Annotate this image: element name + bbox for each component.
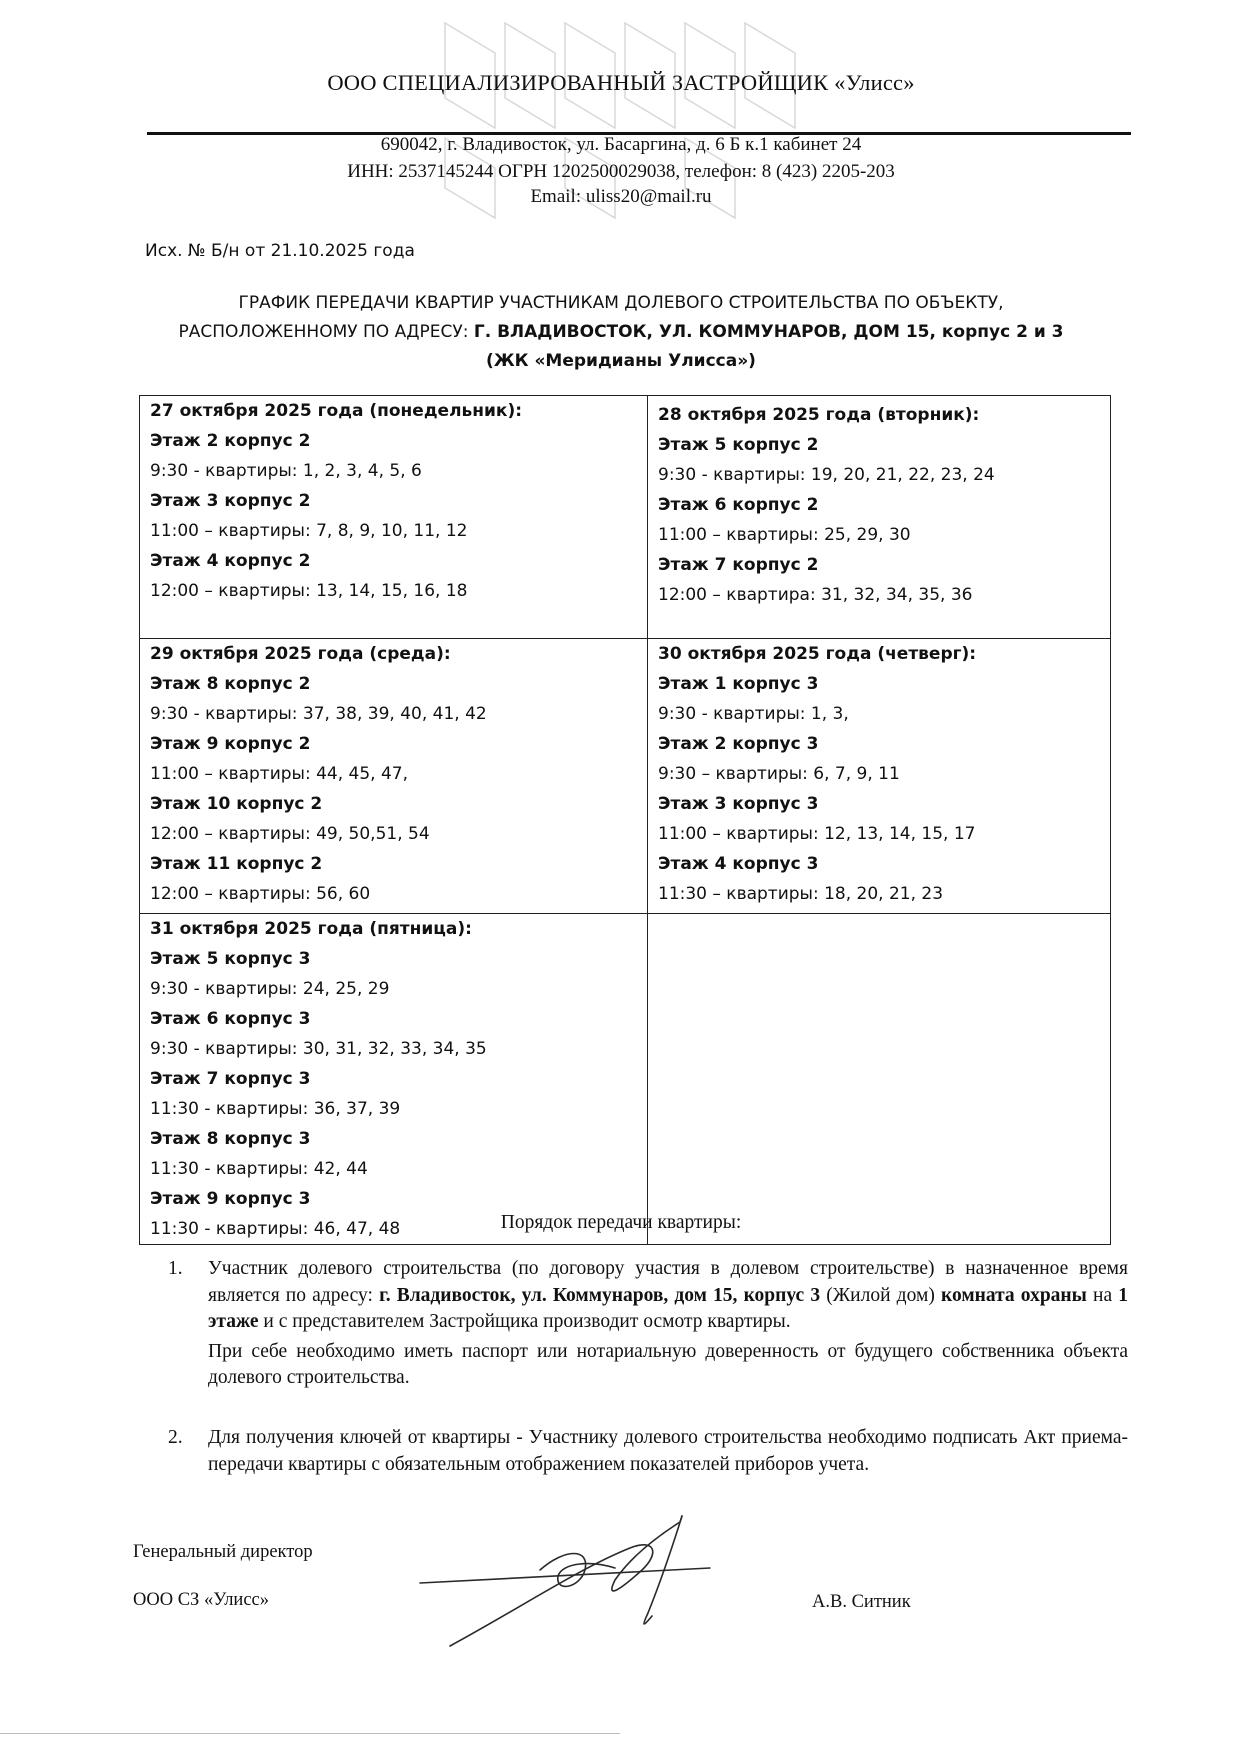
floor-label: Этаж 8 корпус 2 <box>150 674 311 694</box>
bold-address: г. Владивосток, ул. Коммунаров, дом 15, корпус 3 <box>379 1284 821 1306</box>
apartments-line: 12:00 – квартира: 31, 32, 34, 35, 36 <box>658 585 973 605</box>
document-title-line-3: (ЖК «Меридианы Улисса») <box>486 351 756 371</box>
schedule-cell-day4 <box>648 639 1111 914</box>
apartments-line: 9:30 - квартиры: 24, 25, 29 <box>150 979 390 999</box>
apartments-line: 12:00 – квартиры: 13, 14, 15, 16, 18 <box>150 581 468 601</box>
floor-label: Этаж 9 корпус 3 <box>150 1189 311 1209</box>
day-heading: 28 октября 2025 года (вторник): <box>658 405 980 425</box>
floor-label: Этаж 3 корпус 3 <box>658 794 819 814</box>
document-title-line-1: ГРАФИК ПЕРЕДАЧИ КВАРТИР УЧАСТНИКАМ ДОЛЕВОГО СТРОИТЕЛЬСТВА ПО ОБЪЕКТУ, <box>238 293 1004 313</box>
apartments-line: 9:30 - квартиры: 30, 31, 32, 33, 34, 35 <box>150 1039 487 1059</box>
text-fragment: на <box>1086 1284 1119 1306</box>
apartments-line: 11:30 - квартиры: 36, 37, 39 <box>150 1099 401 1119</box>
handwritten-signature <box>380 1508 800 1658</box>
apartments-line: 11:00 – квартиры: 12, 13, 14, 15, 17 <box>658 824 976 844</box>
floor-label: Этаж 11 корпус 2 <box>150 854 323 874</box>
signer-name: А.В. Ситник <box>812 1592 911 1612</box>
schedule-cell-empty <box>648 914 1111 1245</box>
apartments-line: 11:00 – квартиры: 7, 8, 9, 10, 11, 12 <box>150 521 468 541</box>
company-registration: ИНН: 2537145244 ОГРН 1202500029038, телефон: 8 (423) 2205-203 <box>347 161 895 182</box>
floor-label: Этаж 8 корпус 3 <box>150 1129 311 1149</box>
item-note: При себе необходимо иметь паспорт или нотариальную доверенность от будущего собственника объекта долевого строительства. <box>208 1340 1128 1388</box>
apartments-line: 11:30 - квартиры: 46, 47, 48 <box>150 1219 401 1239</box>
outgoing-reference: Исх. № Б/н от 21.10.2025 года <box>145 241 415 261</box>
document-title-line-2 <box>0 322 1242 342</box>
company-name: ООО СПЕЦИАЛИЗИРОВАННЫЙ ЗАСТРОЙЩИК «Улисс» <box>327 70 915 95</box>
apartments-line: 11:00 – квартиры: 44, 45, 47, <box>150 764 409 784</box>
day-heading: 31 октября 2025 года (пятница): <box>150 919 472 939</box>
floor-label: Этаж 1 корпус 3 <box>658 674 819 694</box>
procedure-item-1 <box>168 1256 1128 1392</box>
company-email: Email: uliss20@mail.ru <box>530 186 712 207</box>
apartments-line: 9:30 – квартиры: 6, 7, 9, 11 <box>658 764 900 784</box>
apartments-line: 11:30 - квартиры: 42, 44 <box>150 1159 368 1179</box>
floor-label: Этаж 6 корпус 2 <box>658 495 819 515</box>
signer-organization: ООО СЗ «Улисс» <box>133 1590 270 1610</box>
floor-label: Этаж 5 корпус 3 <box>150 949 311 969</box>
procedure-item-2 <box>168 1425 1128 1478</box>
apartments-line: 9:30 - квартиры: 1, 2, 3, 4, 5, 6 <box>150 461 422 481</box>
text-fragment: (Жилой дом) <box>820 1284 941 1306</box>
signer-role: Генеральный директор <box>133 1542 313 1562</box>
apartments-line: 12:00 – квартиры: 49, 50,51, 54 <box>150 824 430 844</box>
item-text: Для получения ключей от квартиры - Участнику долевого строительства необходимо подписать Акт приема-передачи квартиры с обязательным отображением показателей приборов учета. <box>208 1427 1128 1475</box>
text-fragment: и с представителем Застройщика производит осмотр квартиры. <box>258 1311 791 1332</box>
schedule-cell-day5 <box>140 914 648 1245</box>
floor-label: Этаж 9 корпус 2 <box>150 734 311 754</box>
title-prefix: РАСПОЛОЖЕННОМУ ПО АДРЕСУ: <box>178 322 474 342</box>
bold-room: комната охраны <box>940 1284 1087 1306</box>
schedule-cell-day2 <box>648 396 1111 639</box>
floor-label: Этаж 4 корпус 2 <box>150 551 311 571</box>
apartments-line: 9:30 - квартиры: 1, 3, <box>658 704 849 724</box>
scan-edge-line <box>0 1733 620 1734</box>
company-address: 690042, г. Владивосток, ул. Басаргина, д. 6 Б к.1 кабинет 24 <box>380 134 862 155</box>
floor-label: Этаж 7 корпус 3 <box>150 1069 311 1089</box>
apartments-line: 11:30 – квартиры: 18, 20, 21, 23 <box>658 884 944 904</box>
apartments-line: 9:30 - квартиры: 19, 20, 21, 22, 23, 24 <box>658 465 995 485</box>
floor-label: Этаж 4 корпус 3 <box>658 854 819 874</box>
schedule-cell-day1 <box>140 396 648 639</box>
apartments-line: 11:00 – квартиры: 25, 29, 30 <box>658 525 911 545</box>
day-heading: 27 октября 2025 года (понедельник): <box>150 401 523 421</box>
apartments-line: 9:30 - квартиры: 37, 38, 39, 40, 41, 42 <box>150 704 487 724</box>
text-fragment: Участник долевого строительства (по договору участия в долевом строительстве) в назначенное время является по адресу: <box>208 1258 1128 1306</box>
item-text <box>208 1256 1128 1392</box>
apartments-line: 12:00 – квартиры: 56, 60 <box>150 884 371 904</box>
floor-label: Этаж 6 корпус 3 <box>150 1009 311 1029</box>
title-address: Г. ВЛАДИВОСТОК, УЛ. КОММУНАРОВ, ДОМ 15, корпус 2 и 3 <box>473 322 1064 342</box>
floor-label: Этаж 7 корпус 2 <box>658 555 819 575</box>
floor-label: Этаж 10 корпус 2 <box>150 794 323 814</box>
bold-floor: 1 этаже <box>208 1284 1129 1332</box>
floor-label: Этаж 5 корпус 2 <box>658 435 819 455</box>
handover-procedure-title: Порядок передачи квартиры: <box>500 1212 742 1233</box>
floor-label: Этаж 2 корпус 2 <box>150 431 311 451</box>
day-heading: 30 октября 2025 года (четверг): <box>658 644 977 664</box>
schedule-cell-day3 <box>140 639 648 914</box>
floor-label: Этаж 2 корпус 3 <box>658 734 819 754</box>
day-heading: 29 октября 2025 года (среда): <box>150 644 451 664</box>
handover-schedule-table <box>139 395 1111 1245</box>
item-number: 2. <box>168 1427 183 1448</box>
item-number: 1. <box>168 1258 183 1279</box>
floor-label: Этаж 3 корпус 2 <box>150 491 311 511</box>
